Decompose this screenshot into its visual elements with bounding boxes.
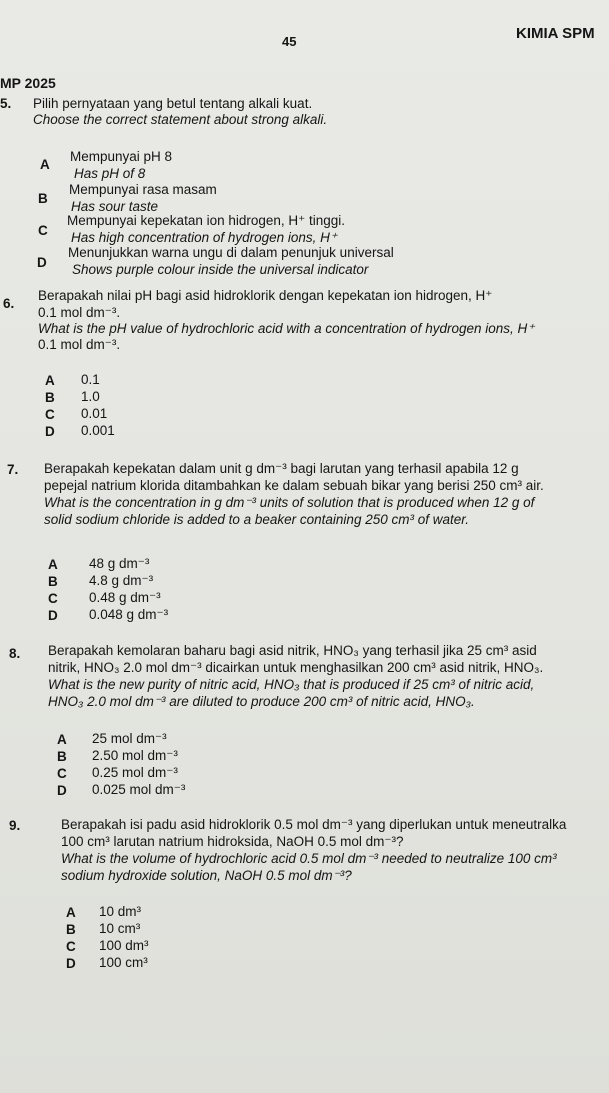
option-text: 0.025 mol dm⁻³ xyxy=(92,782,186,797)
option-text: 0.25 mol dm⁻³ xyxy=(92,765,178,780)
option-letter: B xyxy=(38,191,48,206)
question-text-en: HNO₃ 2.0 mol dm⁻³ are diluted to produce 200 cm³ of nitric acid, HNO₃. xyxy=(48,694,475,709)
option-letter: D xyxy=(37,255,47,270)
option-letter: D xyxy=(48,608,58,623)
option-text: 2.50 mol dm⁻³ xyxy=(92,748,178,763)
option-text-en: Has sour taste xyxy=(71,199,159,214)
section-label: MP 2025 xyxy=(0,75,56,91)
option-letter: A xyxy=(45,373,55,388)
option-letter: B xyxy=(66,922,76,937)
question-text-bm: 0.1 mol dm⁻³. xyxy=(38,305,121,320)
option-letter: D xyxy=(45,424,55,439)
option-letter: C xyxy=(66,939,76,954)
option-text: 0.48 g dm⁻³ xyxy=(89,590,161,605)
page-number: 45 xyxy=(282,34,297,49)
option-text: 0.1 xyxy=(81,372,100,387)
option-letter: C xyxy=(38,223,48,238)
option-text: 0.01 xyxy=(81,406,108,421)
option-text-en: Shows purple colour inside the universal indicator xyxy=(72,262,369,277)
question-text-bm: Berapakah nilai pH bagi asid hidroklorik dengan kepekatan ion hidrogen, H⁺ xyxy=(38,288,493,303)
option-letter: A xyxy=(66,905,76,920)
option-letter: A xyxy=(57,732,67,747)
question-text-en: What is the pH value of hydrochloric acid with a concentration of hydrogen ions, H⁺ xyxy=(38,321,535,336)
question-number: 9. xyxy=(9,818,21,833)
question-text-en: What is the concentration in g dm⁻³ units of solution that is produced when 12 g of xyxy=(44,495,535,510)
question-text-en: What is the new purity of nitric acid, HNO₃ that is produced if 25 cm³ of nitric acid, xyxy=(48,677,535,692)
question-number: 8. xyxy=(9,646,21,661)
question-text-bm: pepejal natrium klorida ditambahkan ke dalam sebuah bikar yang berisi 250 cm³ air. xyxy=(44,478,544,493)
option-text-bm: Mempunyai pH 8 xyxy=(70,149,173,164)
option-letter: B xyxy=(57,749,67,764)
option-text: 0.001 xyxy=(81,423,115,438)
option-text: 4.8 g dm⁻³ xyxy=(89,573,154,588)
option-text: 100 cm³ xyxy=(99,955,148,970)
question-text-bm: Berapakah kemolaran baharu bagi asid nitrik, HNO₃ yang terhasil jika 25 cm³ asid xyxy=(48,643,537,658)
question-text-bm: Berapakah kepekatan dalam unit g dm⁻³ bagi larutan yang terhasil apabila 12 g xyxy=(44,461,519,476)
option-text-bm: Mempunyai kepekatan ion hidrogen, H⁺ tinggi. xyxy=(67,213,346,228)
option-text: 10 cm³ xyxy=(99,921,141,936)
question-text-en: 0.1 mol dm⁻³. xyxy=(38,337,121,352)
option-text-en: Has pH of 8 xyxy=(74,166,146,181)
option-letter: A xyxy=(40,157,50,172)
question-number: 5. xyxy=(0,96,12,111)
question-text-en: sodium hydroxide solution, NaOH 0.5 mol dm⁻³? xyxy=(61,868,352,883)
option-text-bm: Mempunyai rasa masam xyxy=(69,182,217,197)
option-letter: D xyxy=(66,956,76,971)
option-letter: C xyxy=(57,766,67,781)
question-text-bm: 100 cm³ larutan natrium hidroksida, NaOH 0.5 mol dm⁻³? xyxy=(61,834,404,849)
question-text-bm: nitrik, HNO₃ 2.0 mol dm⁻³ dicairkan untuk menghasilkan 200 cm³ asid nitrik, HNO₃. xyxy=(48,660,544,675)
option-text: 48 g dm⁻³ xyxy=(89,556,150,571)
option-letter: B xyxy=(45,390,55,405)
question-text-bm: Berapakah isi padu asid hidroklorik 0.5 mol dm⁻³ yang diperlukan untuk meneutralka xyxy=(61,817,567,832)
option-text: 1.0 xyxy=(81,389,100,404)
question-text-en: solid sodium chloride is added to a beaker containing 250 cm³ of water. xyxy=(44,512,469,527)
option-text-en: Has high concentration of hydrogen ions, H⁺ xyxy=(71,230,338,245)
question-number: 6. xyxy=(3,296,15,311)
option-text: 10 dm³ xyxy=(99,904,142,919)
option-text: 25 mol dm⁻³ xyxy=(92,731,167,746)
option-letter: C xyxy=(45,407,55,422)
question-text-bm: Pilih pernyataan yang betul tentang alkali kuat. xyxy=(33,96,313,111)
option-letter: C xyxy=(48,591,58,606)
question-number: 7. xyxy=(7,462,19,477)
question-text-en: What is the volume of hydrochloric acid 0.5 mol dm⁻³ needed to neutralize 100 cm³ xyxy=(61,851,557,866)
option-text: 0.048 g dm⁻³ xyxy=(89,607,169,622)
option-letter: B xyxy=(48,574,58,589)
option-letter: A xyxy=(48,557,58,572)
option-text-bm: Menunjukkan warna ungu di dalam penunjuk universal xyxy=(68,245,394,260)
option-letter: D xyxy=(57,783,67,798)
question-text-en: Choose the correct statement about strong alkali. xyxy=(33,112,328,127)
option-text: 100 dm³ xyxy=(99,938,149,953)
subject-title: KIMIA SPM xyxy=(516,25,595,42)
